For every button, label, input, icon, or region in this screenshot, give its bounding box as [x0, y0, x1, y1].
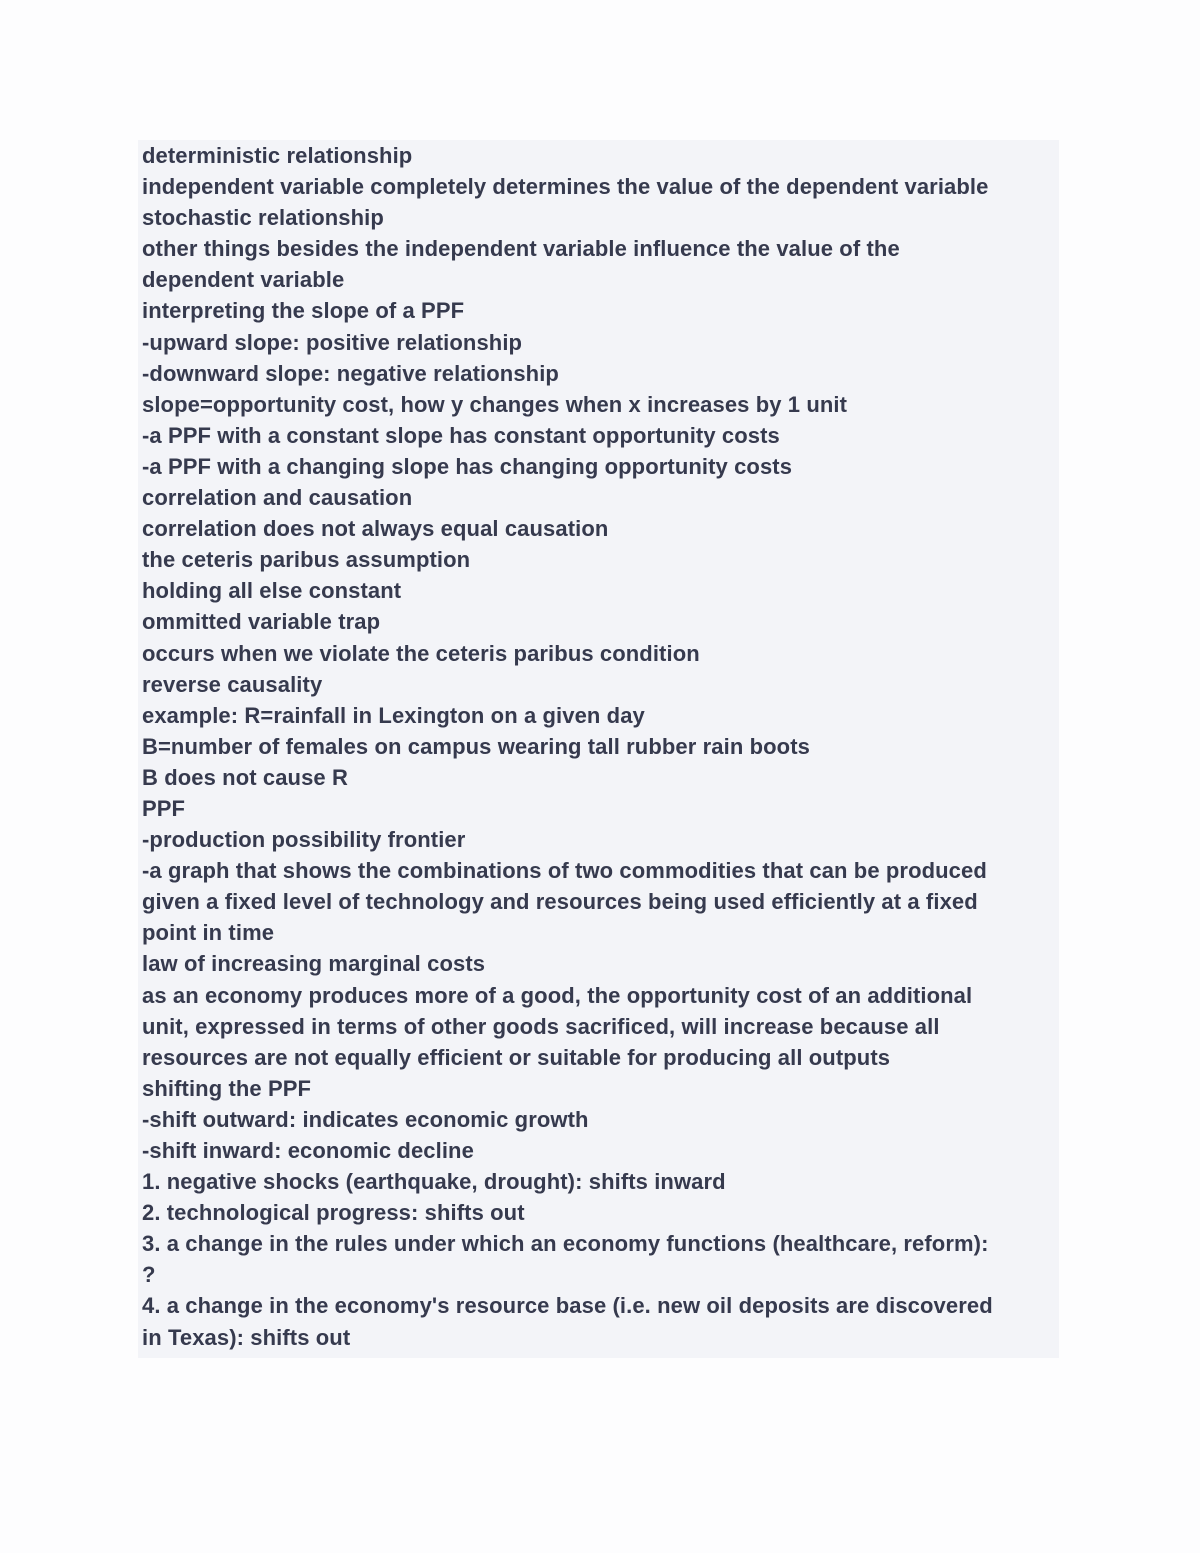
text-line: slope=opportunity cost, how y changes when x increases by 1 unit — [142, 391, 848, 417]
text-line: ommitted variable trap — [142, 609, 381, 635]
text-line: as an economy produces more of a good, the opportunity cost of an additional — [142, 982, 973, 1008]
text-line: resources are not equally efficient or suitable for producing all outputs — [142, 1044, 891, 1070]
text-line: -a PPF with a changing slope has changing opportunity costs — [142, 453, 793, 479]
text-line: -production possibility frontier — [142, 827, 466, 853]
text-line: ? — [142, 1262, 156, 1288]
text-line: -shift inward: economic decline — [142, 1138, 474, 1163]
text-line: 4. a change in the economy's resource base (i.e. new oil deposits are discovered — [142, 1293, 993, 1319]
text-line: correlation and causation — [142, 485, 413, 511]
text-line: -a PPF with a constant slope has constant opportunity costs — [142, 422, 780, 448]
text-line: -shift outward: indicates economic growth — [142, 1106, 589, 1132]
text-line: unit, expressed in terms of other goods sacrificed, will increase because all — [142, 1013, 940, 1039]
text-line: independent variable completely determines the value of the dependent variable — [142, 174, 989, 200]
text-line: B=number of females on campus wearing tall rubber rain boots — [142, 733, 810, 759]
document-text-block — [138, 140, 1059, 1358]
text-line: occurs when we violate the ceteris paribus condition — [142, 640, 700, 666]
text-line: B does not cause R — [142, 764, 348, 790]
text-line: PPF — [142, 795, 186, 821]
text-line: stochastic relationship — [142, 205, 384, 231]
text-line: given a fixed level of technology and resources being used efficiently at a fixed — [142, 889, 978, 915]
text-line: holding all else constant — [142, 578, 402, 604]
text-line: the ceteris paribus assumption — [142, 547, 471, 573]
text-line: other things besides the independent variable influence the value of the — [142, 236, 900, 262]
text-line: 3. a change in the rules under which an economy functions (healthcare, reform): — [142, 1231, 989, 1257]
text-line: law of increasing marginal costs — [142, 951, 486, 977]
text-line: dependent variable — [142, 267, 345, 293]
text-line: -upward slope: positive relationship — [142, 329, 523, 355]
text-line: deterministic relationship — [142, 143, 413, 168]
text-line: shifting the PPF — [142, 1075, 312, 1101]
text-line: in Texas): shifts out — [142, 1324, 351, 1350]
text-line: interpreting the slope of a PPF — [142, 298, 465, 324]
text-line: example: R=rainfall in Lexington on a given day — [142, 702, 645, 728]
text-line: 2. technological progress: shifts out — [142, 1200, 525, 1226]
text-line: -a graph that shows the combinations of two commodities that can be produced — [142, 858, 987, 884]
text-line: correlation does not always equal causation — [142, 516, 609, 542]
text-line: -downward slope: negative relationship — [142, 360, 559, 386]
text-line: 1. negative shocks (earthquake, drought): shifts inward — [142, 1169, 726, 1195]
text-line: reverse causality — [142, 671, 323, 697]
text-line: point in time — [142, 920, 275, 946]
